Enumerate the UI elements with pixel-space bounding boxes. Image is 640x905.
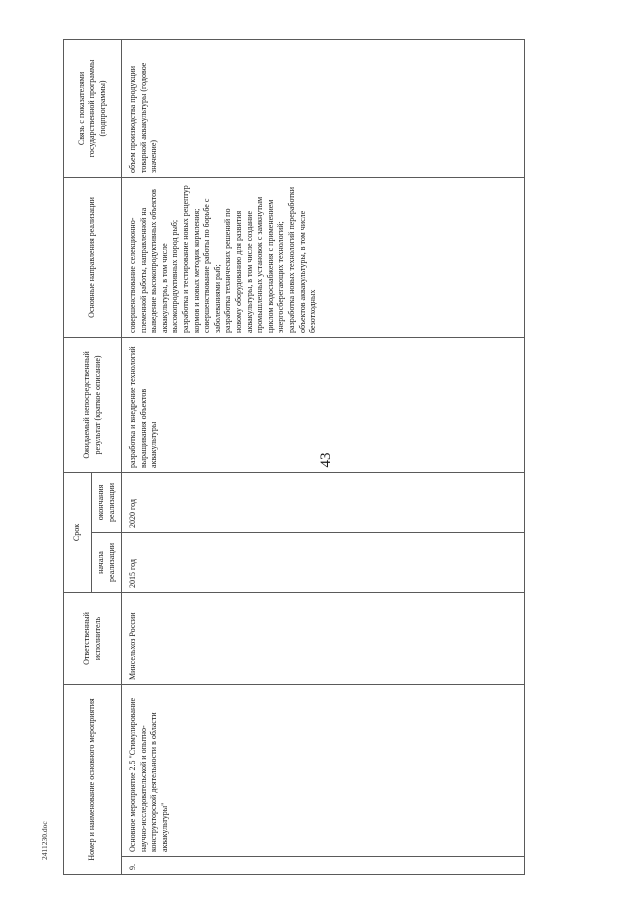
- header-link: Связь с показателями государственной программы (подпрограммы): [64, 39, 122, 177]
- row-end: 2020 год: [122, 472, 525, 532]
- row-directions-text: совершенствование селекционно-племенной работы, направленной на выведение высокопродуктивных объектов аквакультуры, в том числе высокопродуктивных пород рыб; разработка и тестирование новых рецептур кормов и новых методик кормления; совершенствование работы по борьбе с заболеваниями рыб; разработка технических решений по новому оборудованию для развития аквакультуры, в том числе создание промышленных установок с замкнутым циклом водоснабжения с применением энергосберегающих технологий; разработка новых технологий переработки объектов аквакультуры, в том числе безотходных: [128, 185, 318, 333]
- row-link: объем производства продукции товарной аквакультуры (годовое значение): [122, 39, 525, 177]
- header-executor: Ответственный исполнитель: [64, 592, 122, 684]
- page-number: 43: [318, 452, 334, 468]
- document-code: 2411230.doc: [40, 821, 49, 860]
- row-event-name: Основное мероприятие 2.5 "Стимулирование научно-исследовательской и опытно-конструкторской деятельности в области аквакультуры": [122, 684, 525, 856]
- header-name: Номер и наименование основного мероприятия: [64, 684, 122, 874]
- row-result: разработка и внедрение технологий выращивания объектов аквакультуры: [122, 337, 525, 472]
- table-row: [122, 39, 525, 874]
- header-directions: Основные направления реализации: [64, 177, 122, 337]
- row-start: 2015 год: [122, 532, 525, 592]
- row-number: 9.: [122, 857, 525, 875]
- header-term: Срок: [64, 472, 92, 592]
- row-directions: [122, 177, 525, 337]
- header-row: [64, 39, 92, 874]
- header-term-start: начала реализации: [92, 532, 122, 592]
- events-table: [63, 39, 525, 875]
- header-result: Ожидаемый непосредственный результат (краткое описание): [64, 337, 122, 472]
- header-term-end: окончания реализации: [92, 472, 122, 532]
- row-executor: Минсельхоз России: [122, 592, 525, 684]
- table-container: [63, 40, 583, 875]
